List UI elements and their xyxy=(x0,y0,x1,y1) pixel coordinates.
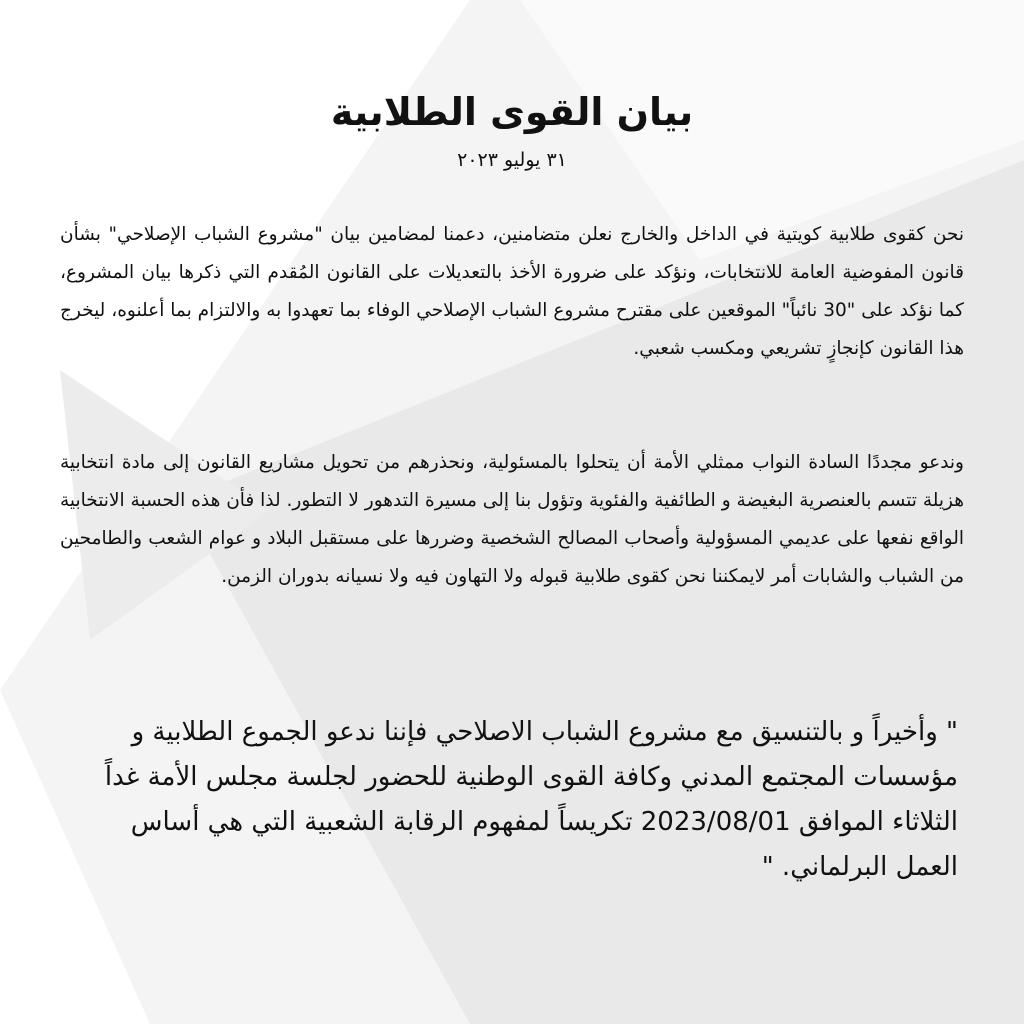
statement-date: ٣١ يوليو ٢٠٢٣ xyxy=(457,149,567,171)
statement-paragraph-1: نحن كقوى طلابية كويتية في الداخل والخارج نعلن متضامنين، دعمنا لمضامين بيان "مشروع الشباب الإصلاحي" بشأن قانون المفوضية العامة للانتخابات، ونؤكد على ضرورة الأخذ بالتعديلات على القانون المُقدم التي ذكرها بيان المشروع، كما نؤكد على "30 نائباً" الموقعين على مقترح مشروع الشباب الإصلاحي الوفاء بما تعهدوا به والالتزام بما أعلنوه، ليخرج هذا القانون كإنجازٍ تشريعي ومكسب شعبي. xyxy=(60,224,964,359)
statement-title: بيان القوى الطلابية xyxy=(330,90,694,134)
closing-quote: " وأخيراً و بالتنسيق مع مشروع الشباب الاصلاحي فإننا ندعو الجموع الطلابية و مؤسسات المجتمع المدني وكافة القوى الوطنية للحضور لجلسة مجلس الأمة غداً الثلاثاء الموافق 2023/08/01 تكريساً لمفهوم الرقابة الشعبية التي هي أساس العمل البرلماني. " xyxy=(104,717,958,882)
statement-paragraph-2: وندعو مجددًا السادة النواب ممثلي الأمة أن يتحلوا بالمسئولية، ونحذرهم من تحويل مشاريع القانون إلى مادة انتخابية هزيلة تتسم بالعنصرية البغيضة و الطائفية والفئوية وتؤول بنا إلى مسيرة التدهور لا التطور. لذا فأن هذه الحسبة الانتخابية الواقع نفعها على عديمي المسؤولية وأصحاب المصالح الشخصية وضررها على مستقبل البلاد و عوام الشعب والطامحين من الشباب والشابات أمر لايمكننا نحن كقوى طلابية قبوله ولا التهاون فيه ولا نسيانه بدوران الزمن. xyxy=(60,452,964,587)
